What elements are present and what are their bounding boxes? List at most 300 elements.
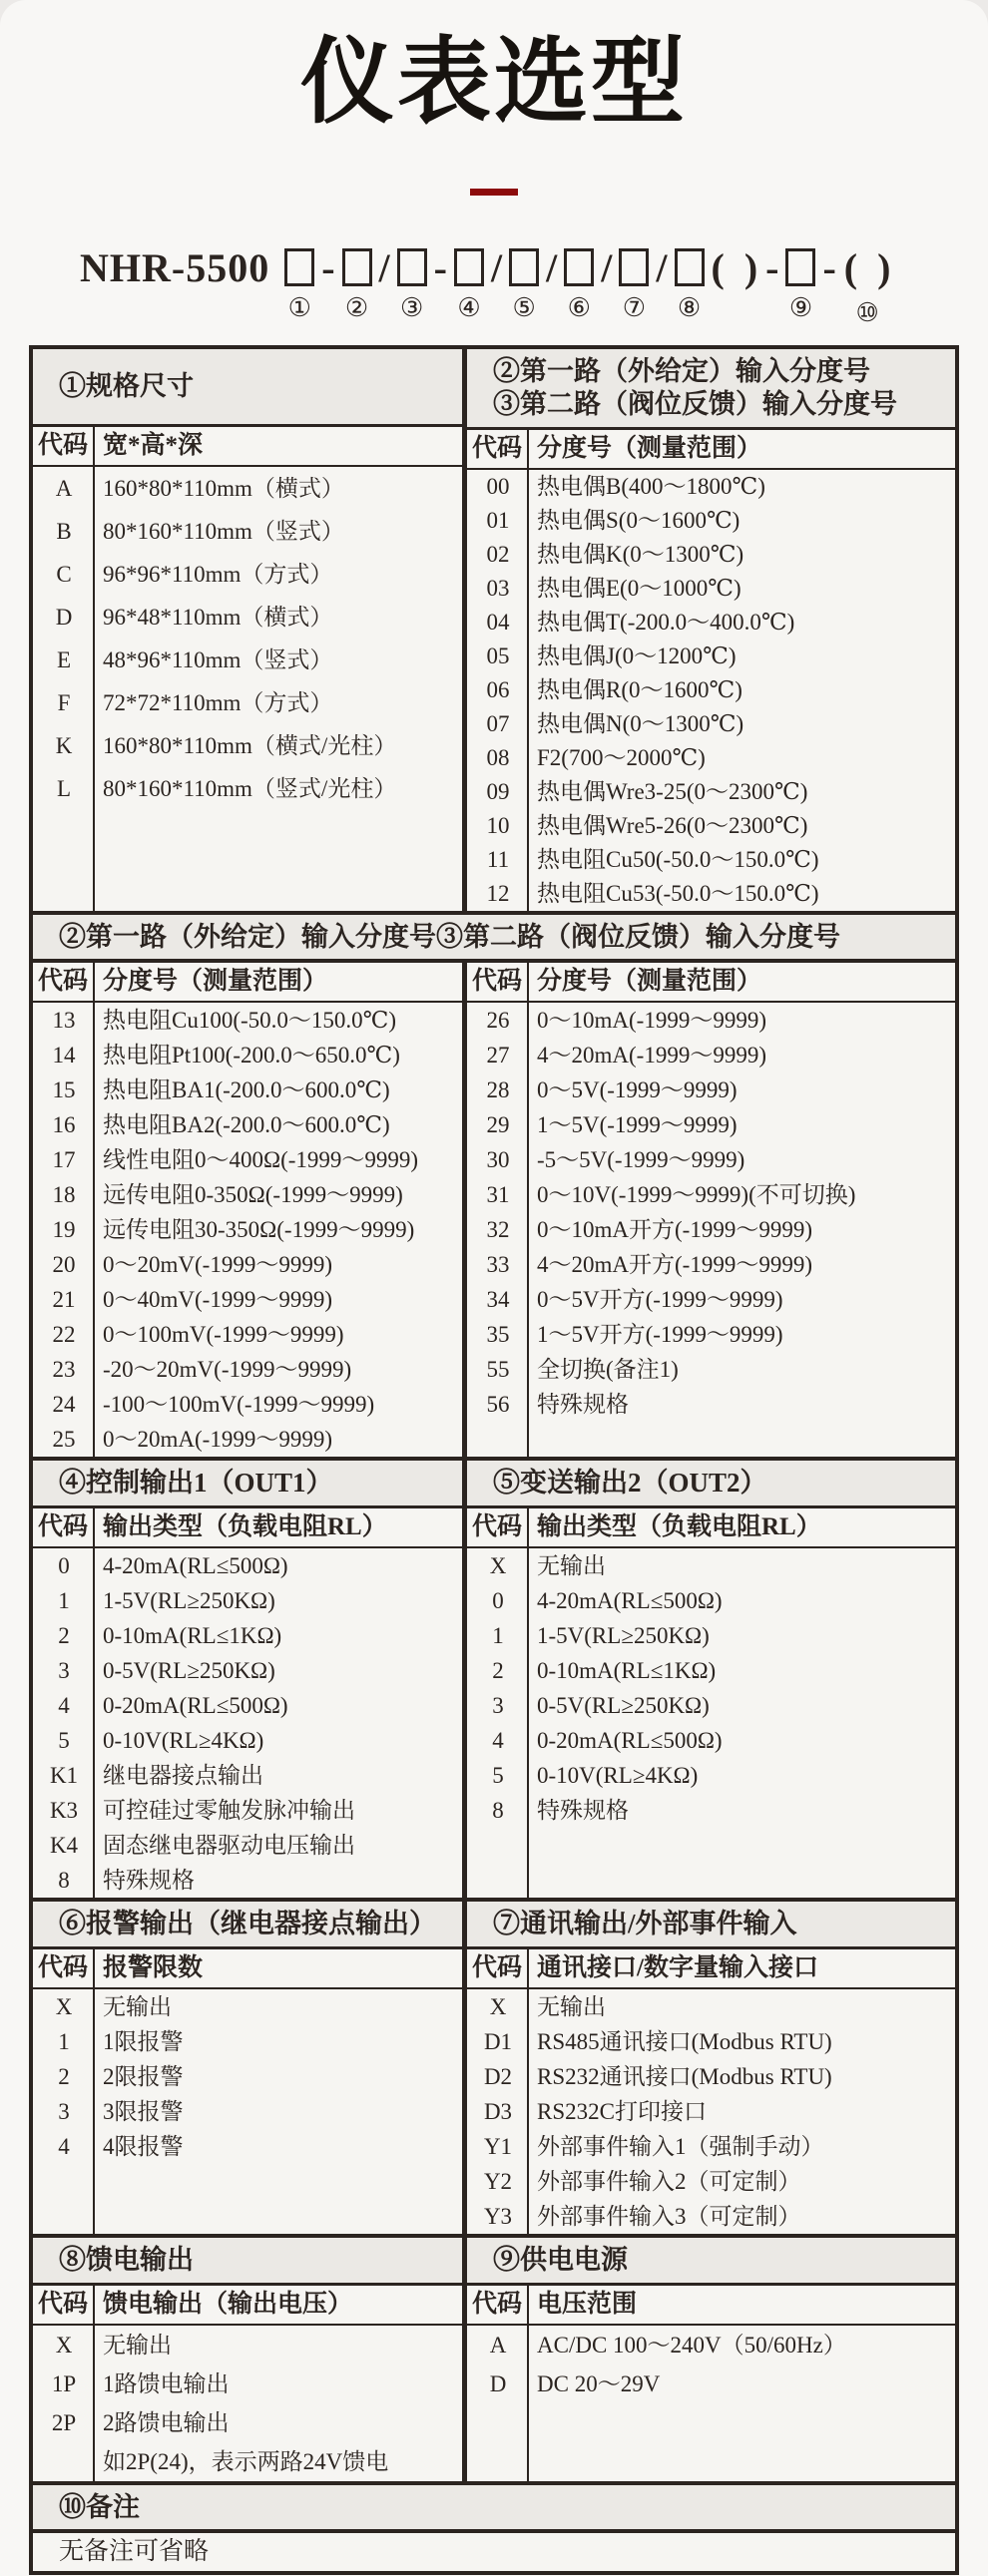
model-segment [711, 245, 759, 327]
row-code: 32 [486, 1216, 510, 1242]
row-code: 20 [52, 1251, 76, 1277]
code-column-header: 代码 [33, 1949, 95, 1987]
code-column-header: 代码 [467, 2286, 529, 2324]
table-row [33, 1073, 462, 1107]
row-desc: 特殊规格 [537, 1797, 629, 1823]
row-desc: 0-5V(RL≥250KΩ) [537, 1692, 710, 1718]
row-desc: 48*96*110mm（竖式） [103, 646, 333, 672]
section-panel-left [33, 2238, 467, 2481]
table-row [467, 1583, 955, 1618]
row-code: X [55, 1993, 73, 2019]
table-row [33, 2442, 462, 2481]
table-row [33, 1247, 462, 1282]
table-row [33, 2024, 462, 2059]
row-code: 05 [486, 643, 510, 668]
model-placeholder-box [397, 248, 427, 286]
table-row [33, 2094, 462, 2129]
section-header [467, 349, 955, 430]
row-desc: 0～10V(-1999～9999)(不可切换) [537, 1181, 856, 1207]
row-desc: 0-10mA(RL≤1KΩ) [103, 1622, 282, 1648]
row-desc: 2限报警 [103, 2063, 184, 2089]
model-separator: - [321, 244, 335, 290]
model-segment [764, 245, 779, 327]
table-row [467, 1793, 955, 1828]
section-header [33, 2238, 462, 2286]
model-segment [843, 245, 892, 327]
section-panel-right [467, 349, 955, 911]
model-position-number: ② [344, 292, 369, 322]
row-code: L [56, 775, 72, 801]
row-code: Y2 [483, 2168, 513, 2194]
column-headers [33, 427, 462, 467]
row-code: 28 [486, 1076, 510, 1102]
row-desc: 0～40mV(-1999～9999) [103, 1286, 332, 1312]
row-code: 16 [52, 1111, 76, 1137]
column-headers [467, 963, 955, 1003]
table-block [33, 1898, 955, 2234]
table-row [467, 1352, 955, 1387]
row-desc: 96*96*110mm（方式） [103, 561, 333, 587]
table-row [33, 2403, 462, 2442]
row-code: 31 [486, 1181, 510, 1207]
code-column-header: 代码 [33, 427, 95, 465]
row-desc: 热电偶E(0～1000℃) [537, 575, 741, 601]
row-desc: 外部事件输入3（可定制） [537, 2203, 801, 2229]
model-separator: ( ) [843, 244, 891, 290]
row-code: 0 [58, 1552, 70, 1578]
row-desc: 外部事件输入1（强制手动） [537, 2133, 824, 2159]
row-desc: -100～100mV(-1999～9999) [103, 1391, 375, 1417]
row-code: 25 [52, 1426, 76, 1452]
row-code: 8 [58, 1867, 70, 1893]
model-position-number [547, 291, 557, 327]
table-block [33, 2234, 955, 2481]
row-code: K4 [49, 1832, 79, 1858]
model-separator: / [491, 244, 503, 290]
column-headers [467, 2286, 955, 2326]
row-desc: 1～5V(-1999～9999) [537, 1111, 738, 1137]
section-title: ①规格尺寸 [59, 370, 194, 401]
model-separator: / [656, 244, 668, 290]
table-row [33, 1107, 462, 1142]
section-band-header [33, 911, 955, 959]
row-desc: 0～10mA(-1999～9999) [537, 1007, 766, 1033]
table-row [33, 2326, 462, 2364]
code-column-header: 代码 [33, 963, 95, 1001]
table-row [467, 572, 955, 606]
code-column-header: 代码 [467, 1949, 529, 1987]
note-text: 无备注可省略 [59, 2537, 210, 2565]
row-code: 18 [52, 1181, 76, 1207]
row-desc: 远传电阻30-350Ω(-1999～9999) [103, 1216, 415, 1242]
row-desc: 热电偶Wre5-26(0～2300℃) [537, 812, 808, 838]
table-row [467, 606, 955, 640]
row-code: 22 [52, 1321, 76, 1347]
rows-area [467, 1548, 955, 1898]
table-row [33, 681, 462, 724]
model-separator: / [601, 244, 613, 290]
model-segment [545, 245, 558, 327]
column-headers [33, 1508, 462, 1548]
row-code: 1 [58, 2028, 70, 2054]
row-code: 2 [58, 1622, 70, 1648]
section-panel-right [467, 2238, 955, 2481]
row-code: 2P [51, 2409, 77, 2435]
row-desc: RS485通讯接口(Modbus RTU) [537, 2028, 832, 2054]
model-segment [454, 245, 484, 327]
table-block [33, 349, 955, 911]
model-prefix: NHR-5500 [80, 244, 270, 290]
table-row [467, 2199, 955, 2234]
row-code: 35 [486, 1321, 510, 1347]
row-desc: 热电阻Cu53(-50.0～150.0℃) [537, 880, 819, 906]
row-desc: 160*80*110mm（横式/光柱） [103, 732, 397, 758]
row-desc: 无输出 [537, 1552, 606, 1578]
table-row [467, 877, 955, 911]
rows-area [467, 1003, 955, 1457]
row-code: 02 [486, 541, 510, 567]
model-placeholder-box [675, 248, 705, 286]
rows-area [33, 2326, 462, 2481]
model-position-number: ⑥ [567, 292, 591, 322]
row-desc: 0～5V(-1999～9999) [537, 1076, 738, 1102]
section-title: ⑧馈电输出 [59, 2244, 194, 2275]
code-column-header: 代码 [33, 1508, 95, 1546]
table-row [467, 1688, 955, 1723]
desc-column-header: 宽*高*深 [103, 431, 204, 459]
table-row [33, 1177, 462, 1212]
row-code: 30 [486, 1146, 510, 1172]
row-desc: 4～20mA开方(-1999～9999) [537, 1251, 812, 1277]
row-code: 2 [58, 2063, 70, 2089]
desc-column-header: 分度号（测量范围） [537, 967, 762, 995]
row-code: 19 [52, 1216, 76, 1242]
row-code: 26 [486, 1007, 510, 1033]
model-position-number [435, 291, 445, 327]
table-row [33, 553, 462, 596]
row-desc: RS232C打印接口 [537, 2098, 707, 2124]
row-desc: -5～5V(-1999～9999) [537, 1146, 745, 1172]
section-panel-right [467, 1902, 955, 2234]
rows-area [467, 470, 955, 911]
table-row [33, 1863, 462, 1898]
section-title: ②第一路（外给定）输入分度号 [493, 355, 870, 386]
model-segment [490, 245, 503, 327]
desc-column-header: 分度号（测量范围） [103, 967, 328, 995]
model-position-number: ① [287, 292, 311, 322]
rows-area [467, 2326, 955, 2481]
row-desc: 1路馈电输出 [103, 2370, 230, 2396]
row-desc: 0～100mV(-1999～9999) [103, 1321, 344, 1347]
rows-area [33, 467, 462, 911]
model-position-number [602, 291, 612, 327]
table-row [467, 538, 955, 572]
row-desc: 4限报警 [103, 2133, 184, 2159]
row-code: 13 [52, 1007, 76, 1033]
row-code: Y3 [483, 2203, 513, 2229]
row-desc: RS232通讯接口(Modbus RTU) [537, 2063, 832, 2089]
table-row [33, 639, 462, 681]
row-desc: DC 20～29V [537, 2370, 661, 2396]
model-placeholder-box [509, 248, 539, 286]
table-row [33, 1688, 462, 1723]
row-code: X [489, 1552, 507, 1578]
section-title: ⑩备注 [59, 2491, 140, 2522]
model-segment [342, 245, 372, 327]
row-desc: 热电偶N(0～1300℃) [537, 710, 744, 736]
model-position-number [767, 291, 777, 327]
model-segment [509, 245, 539, 327]
rows-area [33, 1989, 462, 2234]
row-code: D [55, 604, 73, 630]
section-header [467, 1461, 955, 1508]
table-row [467, 1387, 955, 1422]
table-row [467, 1618, 955, 1653]
row-code: 23 [52, 1356, 76, 1382]
model-position-number: ⑦ [622, 292, 647, 322]
model-position-number [323, 291, 333, 327]
row-desc: 0～20mV(-1999～9999) [103, 1251, 332, 1277]
row-desc: 继电器接点输出 [103, 1762, 263, 1788]
code-column-header: 代码 [467, 430, 529, 468]
row-code: K1 [49, 1762, 79, 1788]
table-row [33, 2129, 462, 2164]
table-row [467, 2129, 955, 2164]
table-row [33, 1038, 462, 1073]
row-desc: 热电阻Cu100(-50.0～150.0℃) [103, 1007, 397, 1033]
row-desc: 0～5V开方(-1999～9999) [537, 1286, 783, 1312]
section-header [467, 2238, 955, 2286]
row-code: 3 [492, 1692, 504, 1718]
code-column-header: 代码 [467, 963, 529, 1001]
row-code: 55 [486, 1356, 510, 1382]
section-panel-left [33, 963, 467, 1457]
model-segment [564, 245, 594, 327]
model-placeholder-box [619, 248, 649, 286]
note-row [33, 2529, 955, 2571]
table-row [467, 1073, 955, 1107]
section-panel-right [467, 963, 955, 1457]
table-row [467, 1107, 955, 1142]
desc-column-header: 报警限数 [103, 1953, 204, 1981]
table-row [467, 1723, 955, 1758]
desc-column-header: 输出类型（负载电阻RL） [537, 1512, 821, 1540]
row-desc: 0-10V(RL≥4KΩ) [103, 1727, 264, 1753]
row-code: D1 [483, 2028, 513, 2054]
section-band-header [33, 2481, 955, 2529]
section-title: ③第二路（阀位反馈）输入分度号 [493, 388, 897, 419]
table-row [33, 1212, 462, 1247]
code-column-header: 代码 [33, 2286, 95, 2324]
section-title: ②第一路（外给定）输入分度号③第二路（阀位反馈）输入分度号 [59, 921, 840, 952]
table-row [467, 673, 955, 707]
table-block [33, 959, 955, 1457]
table-row [467, 741, 955, 775]
table-row [33, 1317, 462, 1352]
model-placeholder-box [454, 248, 484, 286]
table-row [33, 467, 462, 510]
row-desc: 热电偶J(0～1200℃) [537, 643, 737, 668]
row-desc: 热电偶K(0～1300℃) [537, 541, 744, 567]
table-row [467, 2024, 955, 2059]
desc-column-header: 馈电输出（输出电压） [103, 2290, 353, 2318]
table-row [33, 1828, 462, 1863]
model-separator: / [546, 244, 558, 290]
section-title: ⑦通讯输出/外部事件输入 [493, 1908, 797, 1938]
model-position-number: ⑩ [855, 297, 879, 327]
table-row [467, 1142, 955, 1177]
code-column-header: 代码 [467, 1508, 529, 1546]
row-desc: 3限报警 [103, 2098, 184, 2124]
column-headers [33, 1949, 462, 1989]
section-panel-left [33, 1461, 467, 1898]
model-placeholder-box [342, 248, 372, 286]
rows-area [33, 1548, 462, 1898]
table-row [33, 1758, 462, 1793]
row-desc: 热电阻Pt100(-200.0～650.0℃) [103, 1042, 400, 1068]
table-row [33, 1352, 462, 1387]
model-segments [281, 245, 894, 327]
model-segment [619, 245, 649, 327]
row-desc: 1限报警 [103, 2028, 184, 2054]
row-desc: 固态继电器驱动电压输出 [103, 1832, 355, 1858]
row-desc: 特殊规格 [103, 1867, 195, 1893]
row-code: 04 [486, 609, 510, 635]
row-desc: 0-10mA(RL≤1KΩ) [537, 1657, 717, 1683]
table-row [33, 767, 462, 810]
table-row [467, 2364, 955, 2403]
table-row [467, 1989, 955, 2024]
model-segment [655, 245, 668, 327]
row-code: 07 [486, 710, 510, 736]
desc-column-header: 通讯接口/数字量输入接口 [537, 1953, 818, 1981]
row-code: 27 [486, 1042, 510, 1068]
column-headers [467, 1508, 955, 1548]
row-code: 01 [486, 507, 510, 533]
table-row [467, 707, 955, 741]
rows-area [33, 1003, 462, 1457]
row-desc: 特殊规格 [537, 1391, 629, 1417]
row-code: 00 [486, 473, 510, 499]
row-desc: 热电偶B(400～1800℃) [537, 473, 765, 499]
table-row [33, 724, 462, 767]
section-title: ⑤变送输出2（OUT2） [493, 1467, 767, 1498]
section-panel-left [33, 349, 467, 911]
table-row [33, 1548, 462, 1583]
row-code: 21 [52, 1286, 76, 1312]
table-row [33, 2364, 462, 2403]
table-row [467, 1282, 955, 1317]
row-code: 03 [486, 575, 510, 601]
table-row [33, 1142, 462, 1177]
table-row [467, 1653, 955, 1688]
model-segment [397, 245, 427, 327]
page-title: 仪表选型 [299, 29, 688, 134]
row-code: 1 [58, 1587, 70, 1613]
section-panel-left [33, 1902, 467, 2234]
table-row [33, 1422, 462, 1457]
row-code: 56 [486, 1391, 510, 1417]
row-desc: 4-20mA(RL≤500Ω) [103, 1552, 288, 1578]
row-desc: 无输出 [537, 1993, 606, 2019]
table-row [33, 1723, 462, 1758]
table-row [467, 470, 955, 504]
rows-area [467, 1989, 955, 2234]
model-segment [433, 245, 448, 327]
table-row [33, 1618, 462, 1653]
table-row [33, 1989, 462, 2024]
row-code: 12 [486, 880, 510, 906]
model-segment [785, 245, 815, 327]
row-code: 11 [486, 846, 510, 872]
table-row [33, 1793, 462, 1828]
row-code: 33 [486, 1251, 510, 1277]
row-code: 10 [486, 812, 510, 838]
desc-column-header: 输出类型（负载电阻RL） [103, 1512, 387, 1540]
model-segment [320, 245, 335, 327]
row-desc: -20～20mV(-1999～9999) [103, 1356, 352, 1382]
row-code [33, 2442, 95, 2481]
table-row [467, 775, 955, 809]
row-code: E [56, 646, 72, 672]
table-row [33, 1003, 462, 1038]
row-desc: 0-20mA(RL≤500Ω) [103, 1692, 288, 1718]
section-panel-right [467, 1461, 955, 1898]
row-code: 0 [492, 1587, 504, 1613]
section-header [33, 349, 462, 427]
row-desc: 96*48*110mm（横式） [103, 604, 333, 630]
section-title: ⑨供电电源 [493, 2244, 628, 2275]
model-segment [378, 245, 391, 327]
row-code: K [55, 732, 73, 758]
row-code: 4 [492, 1727, 504, 1753]
row-desc: 80*160*110mm（竖式） [103, 518, 344, 544]
row-desc: 0～20mA(-1999～9999) [103, 1426, 332, 1452]
table-row [33, 510, 462, 553]
row-desc: 热电阻BA1(-200.0～600.0℃) [103, 1076, 390, 1102]
title-accent-dash [470, 189, 518, 196]
row-code: K3 [49, 1797, 79, 1823]
row-code: 5 [492, 1762, 504, 1788]
model-position-number: ⑧ [677, 292, 702, 322]
row-desc: 0-20mA(RL≤500Ω) [537, 1727, 723, 1753]
table-row [467, 843, 955, 877]
row-code: 3 [58, 2098, 70, 2124]
column-headers [467, 1949, 955, 1989]
row-code: X [489, 1993, 507, 2019]
row-desc: 72*72*110mm（方式） [103, 689, 333, 715]
row-code: 4 [58, 1692, 70, 1718]
row-desc: 远传电阻0-350Ω(-1999～9999) [103, 1181, 403, 1207]
table-row [467, 2326, 955, 2364]
model-separator: - [765, 244, 779, 290]
table-row [467, 1548, 955, 1583]
column-headers [33, 2286, 462, 2326]
selection-table [29, 345, 959, 2575]
model-segment [675, 245, 705, 327]
row-code: 5 [58, 1727, 70, 1753]
table-row [467, 2094, 955, 2129]
row-desc: 热电阻BA2(-200.0～600.0℃) [103, 1111, 390, 1137]
row-desc: 4～20mA(-1999～9999) [537, 1042, 766, 1068]
model-position-number [824, 291, 834, 327]
row-code: 2 [492, 1657, 504, 1683]
row-code: D2 [483, 2063, 513, 2089]
model-position-number: ⑨ [788, 292, 813, 322]
column-headers [467, 430, 955, 470]
model-position-number: ⑤ [512, 292, 536, 322]
row-desc: 1-5V(RL≥250KΩ) [103, 1587, 275, 1613]
